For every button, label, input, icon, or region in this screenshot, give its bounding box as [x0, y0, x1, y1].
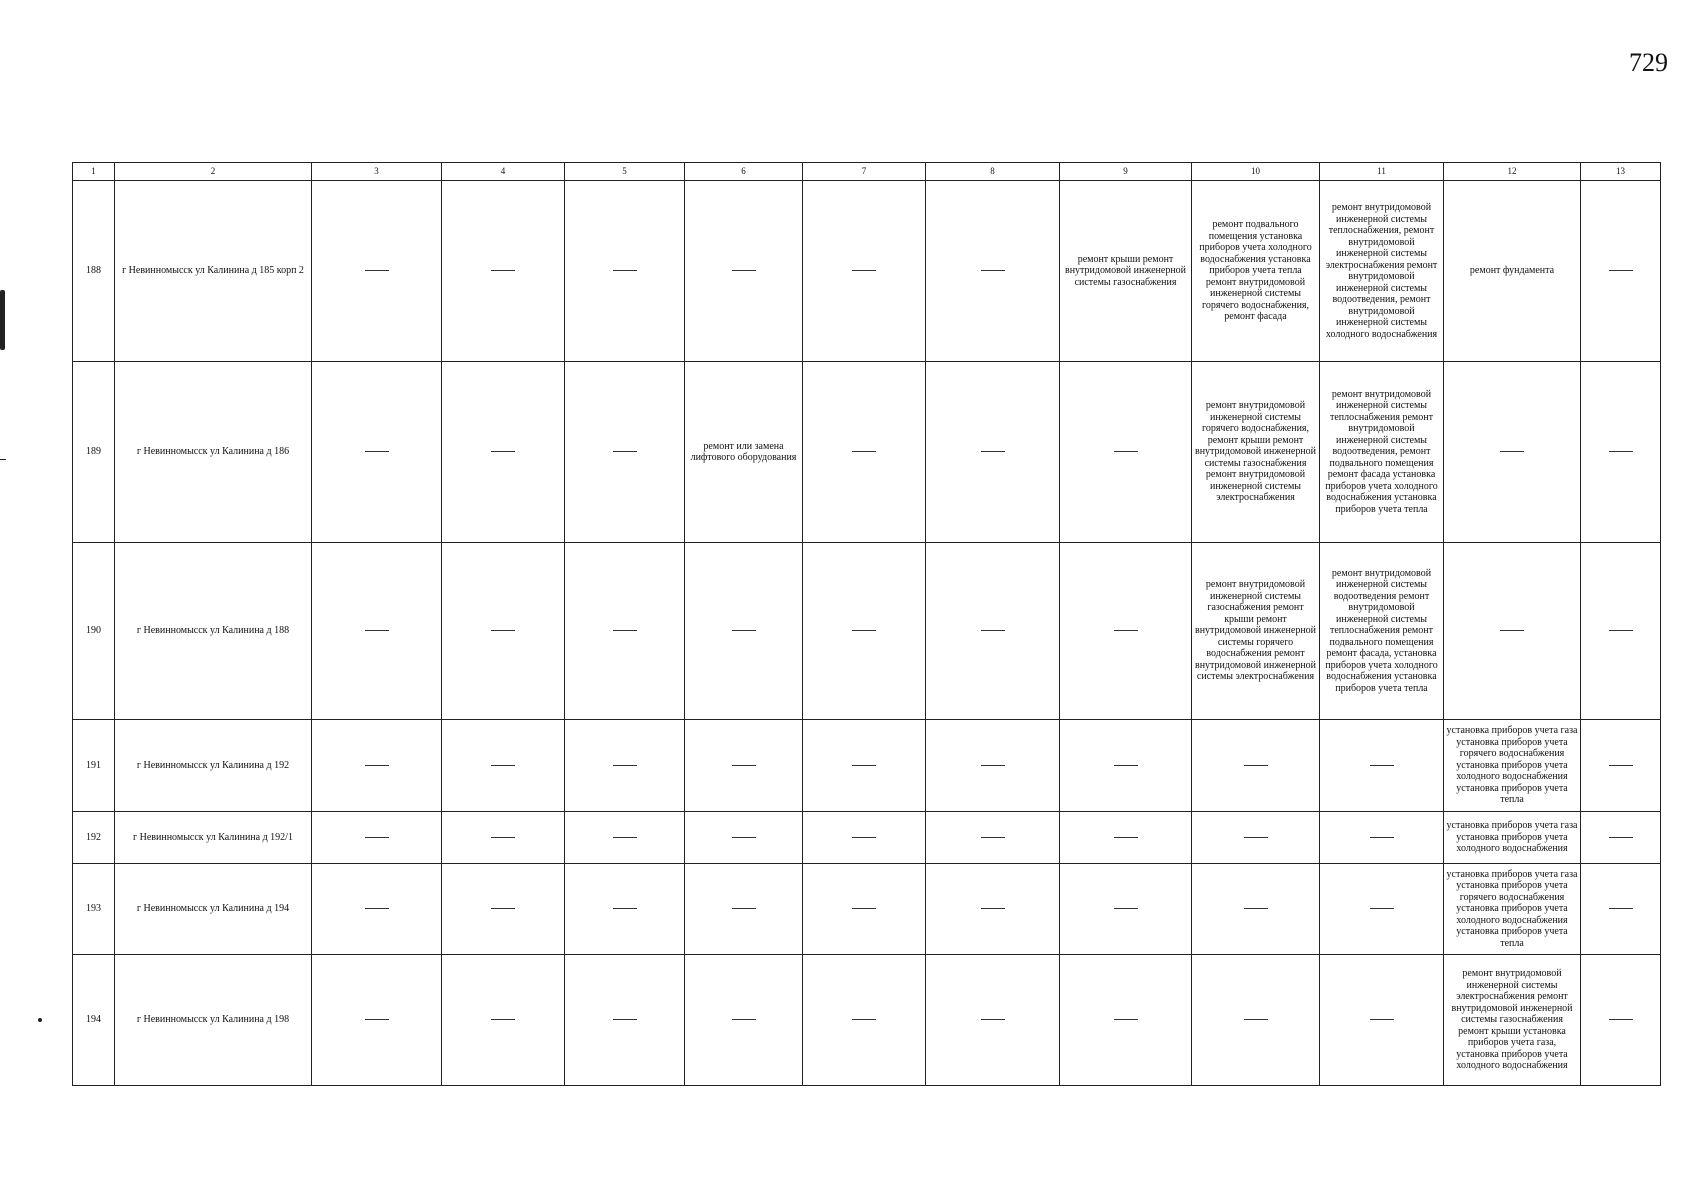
dash-mark [981, 908, 1005, 909]
empty-cell [312, 955, 442, 1086]
dash-mark [613, 451, 637, 452]
dash-mark [1244, 837, 1268, 838]
dash-mark [732, 1019, 756, 1020]
column-number: 13 [1581, 163, 1661, 181]
empty-cell [565, 955, 685, 1086]
dash-mark [491, 908, 515, 909]
repair-schedule-table [72, 162, 1661, 1086]
column-number: 2 [115, 163, 312, 181]
dash-mark [981, 1019, 1005, 1020]
work-description: ремонт подвального помещения установка приборов учета холодного водоснабжения установка приборов учета тепла ремонт внутридомовой инженерной системы горячего водоснабжения, ремонт фасада [1192, 181, 1320, 362]
scan-artifact-tick [0, 459, 6, 460]
dash-mark [852, 837, 876, 838]
dash-mark [1114, 837, 1138, 838]
work-description: установка приборов учета газа установка приборов учета холодного водоснабжения [1444, 812, 1581, 864]
dash-mark [1609, 270, 1633, 271]
column-number: 11 [1320, 163, 1444, 181]
empty-cell [312, 864, 442, 955]
empty-cell [312, 362, 442, 543]
column-number: 12 [1444, 163, 1581, 181]
work-description: ремонт фундамента [1444, 181, 1581, 362]
dash-mark [981, 451, 1005, 452]
empty-cell [926, 864, 1060, 955]
empty-cell [1060, 543, 1192, 720]
dash-mark [613, 630, 637, 631]
empty-cell [1060, 362, 1192, 543]
table-row [73, 181, 1661, 362]
dash-mark [491, 270, 515, 271]
empty-cell [312, 720, 442, 812]
dash-mark [981, 270, 1005, 271]
dash-mark [1114, 630, 1138, 631]
empty-cell [926, 812, 1060, 864]
work-description: ремонт внутридомовой инженерной системы теплоснабжения, ремонт внутридомовой инженерной системы электроснабжения ремонт внутридомовой инженерной системы водоотведения, ремонт внутридомовой инженерной системы холодного водоснабжения [1320, 181, 1444, 362]
dash-mark [1609, 1019, 1633, 1020]
scan-artifact-binding-mark [0, 290, 5, 350]
dash-mark [1244, 908, 1268, 909]
table-row [73, 955, 1661, 1086]
work-description: ремонт внутридомовой инженерной системы водоотведения ремонт внутридомовой инженерной системы теплоснабжения ремонт подвального помещения ремонт фасада, установка приборов учета холодного водоснабжения установка приборов учета тепла [1320, 543, 1444, 720]
dash-mark [491, 765, 515, 766]
building-address: г Невинномысск ул Калинина д 192/1 [115, 812, 312, 864]
dash-mark [852, 630, 876, 631]
empty-cell [685, 181, 803, 362]
dash-mark [1609, 837, 1633, 838]
dash-mark [732, 630, 756, 631]
work-description: ремонт внутридомовой инженерной системы газоснабжения ремонт крыши ремонт внутридомовой инженерной системы горячего водоснабжения ремонт внутридомовой инженерной системы электроснабжения [1192, 543, 1320, 720]
building-address: г Невинномысск ул Калинина д 188 [115, 543, 312, 720]
empty-cell [565, 362, 685, 543]
empty-cell [803, 720, 926, 812]
empty-cell [803, 955, 926, 1086]
empty-cell [685, 543, 803, 720]
empty-cell [1581, 812, 1661, 864]
dash-mark [491, 451, 515, 452]
dash-mark [732, 837, 756, 838]
empty-cell [685, 955, 803, 1086]
work-description: установка приборов учета газа установка приборов учета горячего водоснабжения установка приборов учета холодного водоснабжения установка приборов учета тепла [1444, 720, 1581, 812]
building-address: г Невинномысск ул Калинина д 192 [115, 720, 312, 812]
empty-cell [685, 864, 803, 955]
empty-cell [442, 955, 565, 1086]
dash-mark [981, 837, 1005, 838]
building-address: г Невинномысск ул Калинина д 185 корп 2 [115, 181, 312, 362]
table-row [73, 543, 1661, 720]
empty-cell [1581, 720, 1661, 812]
empty-cell [803, 362, 926, 543]
empty-cell [1581, 362, 1661, 543]
dash-mark [1114, 451, 1138, 452]
dash-mark [365, 630, 389, 631]
table-row [73, 812, 1661, 864]
column-number: 10 [1192, 163, 1320, 181]
empty-cell [442, 181, 565, 362]
empty-cell [685, 720, 803, 812]
empty-cell [312, 181, 442, 362]
empty-cell [442, 812, 565, 864]
empty-cell [1581, 543, 1661, 720]
building-address: г Невинномысск ул Калинина д 186 [115, 362, 312, 543]
dash-mark [1114, 908, 1138, 909]
work-description: установка приборов учета газа установка приборов учета горячего водоснабжения установка приборов учета холодного водоснабжения установка приборов учета тепла [1444, 864, 1581, 955]
scan-artifact-dot [38, 1018, 42, 1022]
empty-cell [1444, 543, 1581, 720]
dash-mark [1370, 765, 1394, 766]
dash-mark [1114, 1019, 1138, 1020]
dash-mark [491, 837, 515, 838]
empty-cell [442, 720, 565, 812]
column-number: 7 [803, 163, 926, 181]
empty-cell [565, 864, 685, 955]
column-number: 6 [685, 163, 803, 181]
column-number: 9 [1060, 163, 1192, 181]
work-description: ремонт или замена лифтового оборудования [685, 362, 803, 543]
dash-mark [732, 270, 756, 271]
table-row [73, 864, 1661, 955]
dash-mark [365, 451, 389, 452]
empty-cell [803, 543, 926, 720]
row-number: 189 [73, 362, 115, 543]
table-row [73, 362, 1661, 543]
dash-mark [1609, 765, 1633, 766]
dash-mark [1609, 908, 1633, 909]
dash-mark [1500, 451, 1524, 452]
empty-cell [1581, 181, 1661, 362]
row-number: 193 [73, 864, 115, 955]
empty-cell [565, 812, 685, 864]
building-address: г Невинномысск ул Калинина д 198 [115, 955, 312, 1086]
empty-cell [1192, 812, 1320, 864]
empty-cell [926, 720, 1060, 812]
dash-mark [365, 908, 389, 909]
dash-mark [491, 630, 515, 631]
dash-mark [732, 908, 756, 909]
empty-cell [1060, 955, 1192, 1086]
building-address: г Невинномысск ул Калинина д 194 [115, 864, 312, 955]
empty-cell [926, 362, 1060, 543]
dash-mark [981, 765, 1005, 766]
empty-cell [442, 543, 565, 720]
row-number: 188 [73, 181, 115, 362]
dash-mark [732, 765, 756, 766]
empty-cell [1320, 720, 1444, 812]
empty-cell [1581, 864, 1661, 955]
dash-mark [613, 908, 637, 909]
empty-cell [803, 864, 926, 955]
row-number: 190 [73, 543, 115, 720]
page-number: 729 [1629, 48, 1668, 77]
column-number: 3 [312, 163, 442, 181]
column-number: 1 [73, 163, 115, 181]
dash-mark [613, 837, 637, 838]
empty-cell [565, 543, 685, 720]
dash-mark [613, 765, 637, 766]
empty-cell [1060, 812, 1192, 864]
empty-cell [312, 543, 442, 720]
dash-mark [852, 270, 876, 271]
empty-cell [1320, 955, 1444, 1086]
empty-cell [565, 181, 685, 362]
work-description: ремонт внутридомовой инженерной системы теплоснабжения ремонт внутридомовой инженерной системы водоотведения, ремонт подвального помещения ремонт фасада установка приборов учета холодного водоснабжения установка приборов учета тепла [1320, 362, 1444, 543]
dash-mark [365, 270, 389, 271]
empty-cell [1192, 955, 1320, 1086]
empty-cell [1444, 362, 1581, 543]
dash-mark [491, 1019, 515, 1020]
work-description: ремонт внутридомовой инженерной системы горячего водоснабжения, ремонт крыши ремонт внутридомовой инженерной системы газоснабжения ремонт внутридомовой инженерной системы электроснабжения [1192, 362, 1320, 543]
empty-cell [1192, 864, 1320, 955]
dash-mark [1609, 630, 1633, 631]
dash-mark [852, 908, 876, 909]
empty-cell [926, 955, 1060, 1086]
dash-mark [1370, 1019, 1394, 1020]
empty-cell [1060, 864, 1192, 955]
dash-mark [365, 837, 389, 838]
dash-mark [1114, 765, 1138, 766]
dash-mark [1370, 837, 1394, 838]
row-number: 192 [73, 812, 115, 864]
empty-cell [1060, 720, 1192, 812]
work-description: ремонт внутридомовой инженерной системы электроснабжения ремонт внутридомовой инженерной системы газоснабжения ремонт крыши установка приборов учета газа, установка приборов учета холодного водоснабжения [1444, 955, 1581, 1086]
dash-mark [1500, 630, 1524, 631]
dash-mark [1244, 1019, 1268, 1020]
empty-cell [565, 720, 685, 812]
row-number: 194 [73, 955, 115, 1086]
dash-mark [365, 765, 389, 766]
dash-mark [852, 1019, 876, 1020]
empty-cell [1192, 720, 1320, 812]
empty-cell [803, 181, 926, 362]
empty-cell [926, 543, 1060, 720]
empty-cell [442, 864, 565, 955]
dash-mark [1370, 908, 1394, 909]
dash-mark [981, 630, 1005, 631]
empty-cell [803, 812, 926, 864]
empty-cell [312, 812, 442, 864]
column-number: 4 [442, 163, 565, 181]
row-number: 191 [73, 720, 115, 812]
column-number: 5 [565, 163, 685, 181]
work-description: ремонт крыши ремонт внутридомовой инженерной системы газоснабжения [1060, 181, 1192, 362]
dash-mark [852, 765, 876, 766]
column-number-row [73, 163, 1661, 181]
empty-cell [1320, 812, 1444, 864]
empty-cell [442, 362, 565, 543]
dash-mark [613, 1019, 637, 1020]
empty-cell [926, 181, 1060, 362]
empty-cell [1320, 864, 1444, 955]
empty-cell [685, 812, 803, 864]
dash-mark [852, 451, 876, 452]
dash-mark [613, 270, 637, 271]
dash-mark [1244, 765, 1268, 766]
dash-mark [365, 1019, 389, 1020]
dash-mark [1609, 451, 1633, 452]
column-number: 8 [926, 163, 1060, 181]
empty-cell [1581, 955, 1661, 1086]
table-row [73, 720, 1661, 812]
